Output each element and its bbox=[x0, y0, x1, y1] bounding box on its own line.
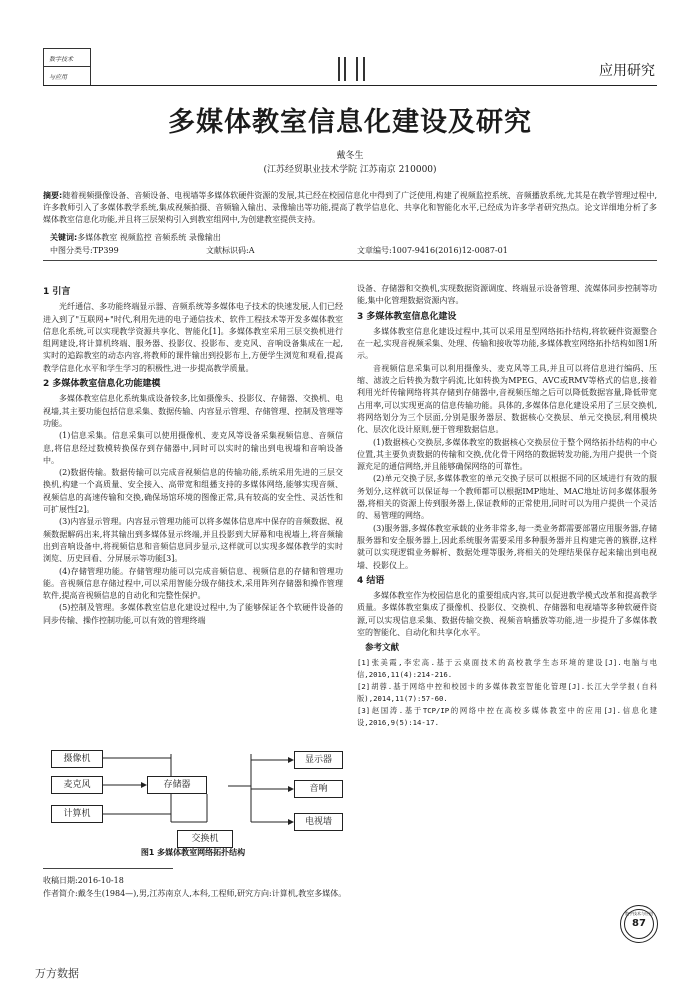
node-display: 显示器 bbox=[294, 751, 343, 769]
heading-modeling: 2 多媒体教室信息化功能建模 bbox=[43, 379, 161, 390]
references-title: 参考文献 bbox=[365, 643, 400, 654]
abstract-text: 随着视频摄像设备、音频设备、电视墙等多媒体软硬件资源的发展,其已经在校园信息化中得到了广泛使用,构建了视频监控系统、音频播放系统,尤其是在教学管理过程中,许多教师引入了多媒体教学系统,集成视频拍摄、音频输入输出、录像输出等功能,提高了教学信息化、共享化和智能化水平,已经成为许多学者研究热点。论文详细地分析了多媒体教室信息化功能,并且将三层架构引入到教室组网中,为创建教室提供支持。 bbox=[43, 191, 657, 224]
paragraph: 设备、存储器和交换机,实现数据资源调度、终端显示设备管理、流媒体同步控制等功能,集中化管理数据资源内容。 bbox=[357, 284, 657, 306]
logo-line2: 与应用 bbox=[49, 74, 68, 81]
paragraph: (4)存储管理功能。存储管理功能可以完成音频信息、视频信息的存储和管理功能。音视频信息存储过程中,可以采用智能分级存储技术,采用阵列存储器和操作管理软件,提高音视频信息的自动化和完整性保护。 bbox=[43, 566, 343, 601]
node-storage: 存储器 bbox=[147, 776, 207, 794]
paragraph: (5)控制及管理。多媒体教室信息化建设过程中,为了能够保证各个软硬件设备的同步传输、操作控制功能,可以有效的管理终端 bbox=[43, 603, 343, 625]
received-date: 收稿日期:2016-10-18 bbox=[43, 876, 124, 885]
abstract-rule bbox=[43, 260, 657, 261]
abstract-label: 摘要: bbox=[43, 191, 63, 200]
node-speaker: 音响 bbox=[294, 780, 343, 798]
affiliation: (江苏经贸职业技术学院 江苏南京 210000) bbox=[263, 165, 437, 175]
keywords-label: 关键词: bbox=[50, 233, 78, 242]
reference-item: [3]赵国涛.基于TCP/IP的网络中控在高校多媒体教室中的应用[J].信息化建设,2016,9(5):14-17. bbox=[357, 705, 657, 727]
header-bars bbox=[338, 57, 368, 81]
left-column bbox=[43, 283, 343, 627]
header-rule bbox=[43, 85, 657, 86]
heading-construction: 3 多媒体教室信息化建设 bbox=[357, 311, 457, 322]
node-switch: 交换机 bbox=[177, 830, 233, 848]
paragraph: (3)内容显示管理。内容显示管理功能可以将多媒体信息库中保存的音频数据、视频数据解码出来,将其输出到多媒体显示终端,并且投影到大屏幕和电视墙上,将音频输出到音响设备中,将视频信息和音频信息同步显示,这样就可以实现多媒体教学的实时浏览、历史回看、分屏展示等功能[3]。 bbox=[43, 517, 343, 564]
paragraph: (1)数据核心交换层,多媒体教室的数据核心交换层位于整个网络拓扑结构的中心位置,其主要负责数据的传输和交换,优化骨干网络的数据转发功能,为用户提供一个资源充足的通信网络,并且能够确保网络的可靠性。 bbox=[357, 437, 657, 472]
watermark: 万方数据 bbox=[35, 967, 79, 980]
paragraph: 多媒体教室信息化建设过程中,其可以采用星型网络拓扑结构,将软硬件资源整合在一起,实现音视频采集、处理、传输和接收等功能,多媒体教室网络拓扑结构如图1所示。 bbox=[357, 326, 657, 361]
paragraph: (1)信息采集。信息采集可以使用摄像机、麦克风等设备采集视频信息、音频信息,将信息经过数模转换保存到存储器中,同时可以实时的输出到电视墙和音响设备中。 bbox=[43, 431, 343, 465]
footnote-rule bbox=[43, 868, 173, 869]
keywords-text: 多媒体教室 视频监控 音频系统 录像输出 bbox=[77, 233, 221, 242]
abstract bbox=[43, 190, 657, 226]
keywords bbox=[50, 232, 221, 243]
author-bio: 作者简介:戴冬生(1984—),男,江苏南京人,本科,工程师,研究方向:计算机,教室多媒体。 bbox=[43, 889, 347, 898]
section-heading: 应用研究 bbox=[599, 63, 655, 79]
author: 戴冬生 bbox=[336, 151, 364, 161]
seal-text: 数字技术与应用 bbox=[625, 911, 653, 916]
journal-logo bbox=[43, 48, 91, 86]
document-code: 文献标识码:A bbox=[206, 246, 255, 255]
paragraph: (3)服务器,多媒体教室承载的业务非常多,每一类业务都需要部署应用服务器,存储服务器和安全服务器上,因此系统服务需要采用多种服务器并且构建完善的簇群,这样就可以实现逻辑业务解析、数据处理等服务,将相关的处理结果保存起来输出到电视墙、投影仪上。 bbox=[357, 523, 657, 570]
paragraph: 多媒体教室信息化系统集成设备较多,比如摄像头、投影仪、存储器、交换机、电视墙,其主要功能包括信息采集、数据传输、内容显示管理、存储管理、控制及管理等功能。 bbox=[43, 394, 343, 428]
paragraph: 光纤通信、多功能终端显示器、音频系统等多媒体电子技术的快速发展,人们已经进入到了"互联网+"时代,利用先进的电子通信技术、软件工程技术等开发多媒体教室信息化系统,可以实现教学资源共享化、智能化[1]。多媒体教室采用三层交换机进行组网建设,将计算机终端、服务器、投影仪、投影布、麦克风、音响设备集成在一起,实时的追踪教室的动态内容,将教师的课件输出到投影布上,方便学生浏览和观看,提高教学信息化水平和学生学习的积极性,进一步提高教学质量。 bbox=[43, 302, 343, 373]
node-computer: 计算机 bbox=[51, 805, 103, 823]
paragraph: (2)数据传输。数据传输可以完成音视频信息的传输功能,系统采用先进的三层交换机,构建一个高质量、安全接入、高带宽和组播支持的多媒体网络,能够实现音频、视频信息的高速传输和交换,确保场馆环境的图像正常,具有较高的安全性、灵活性和可扩展性[2]。 bbox=[43, 468, 343, 515]
node-tvwall: 电视墙 bbox=[294, 813, 343, 831]
node-microphone: 麦克风 bbox=[51, 776, 103, 794]
topology-diagram bbox=[43, 752, 343, 892]
article-number: 文章编号:1007-9416(2016)12-0087-01 bbox=[357, 246, 508, 255]
page-title: 多媒体教室信息化建设及研究 bbox=[168, 107, 532, 138]
logo-line1: 数字技术 bbox=[49, 56, 74, 63]
right-column bbox=[357, 283, 657, 729]
heading-conclusion: 4 结语 bbox=[357, 575, 385, 586]
paragraph: 多媒体教室作为校园信息化的重要组成内容,其可以促进教学模式改革和提高教学质量。多媒体教室集成了摄像机、投影仪、交换机、存储器和电视墙等多种软硬件资源,可以实现信息采集、数据传输交换、视频音响播放等功能,进一步提升了多媒体教室的智能化、自动化和共享化水平。 bbox=[357, 591, 657, 638]
classification-number: 中图分类号:TP399 bbox=[50, 246, 119, 255]
reference-item: [2]胡蓉.基于网络中控和校园卡的多媒体教室智能化管理[J].长江大学学报(自科版),2014,11(7):57-60. bbox=[357, 681, 657, 703]
page-number: 87 bbox=[632, 918, 646, 929]
reference-item: [1]张美霞,李宏高.基于云桌面技术的高校教学生态环境的建设[J].电脑与电信,2016,11(4):214-216. bbox=[357, 657, 657, 679]
node-camera: 摄像机 bbox=[51, 750, 103, 768]
heading-intro: 1 引言 bbox=[43, 287, 71, 297]
paragraph: 音视频信息采集可以利用摄像头、麦克风等工具,并且可以将信息进行编码、压缩、滤波之后转换为数字码流,比如转换为MPEG、AVC或RMV等格式的信息,接着利用光纤传输网络将其存储到存储器中,音视频压缩之后可以降低数据容量,降低带宽占用率,可以实现更高的信息传输功能。具体的,多媒体信息化建设采用了三层交换机,将网络划分为三个层面,分别是服务器层、数据核心交换层、单元交换层,利用模块化、层次化设计原则,便于管理数据信息。 bbox=[357, 363, 657, 435]
page-number-seal bbox=[620, 905, 658, 943]
paragraph: (2)单元交换子层,多媒体教室的单元交换子层可以根据不同的区域进行有效的服务划分,这样就可以保证每一个教师都可以根据IMP地址、MAC地址访问多媒体服务器,将相关的资源上传到服务器上,保证教师的正常使用,同时可以为用户提供一个灵活的、易管理的网络。 bbox=[357, 474, 657, 521]
figure-caption: 图1 多媒体教室网络拓扑结构 bbox=[140, 848, 246, 857]
